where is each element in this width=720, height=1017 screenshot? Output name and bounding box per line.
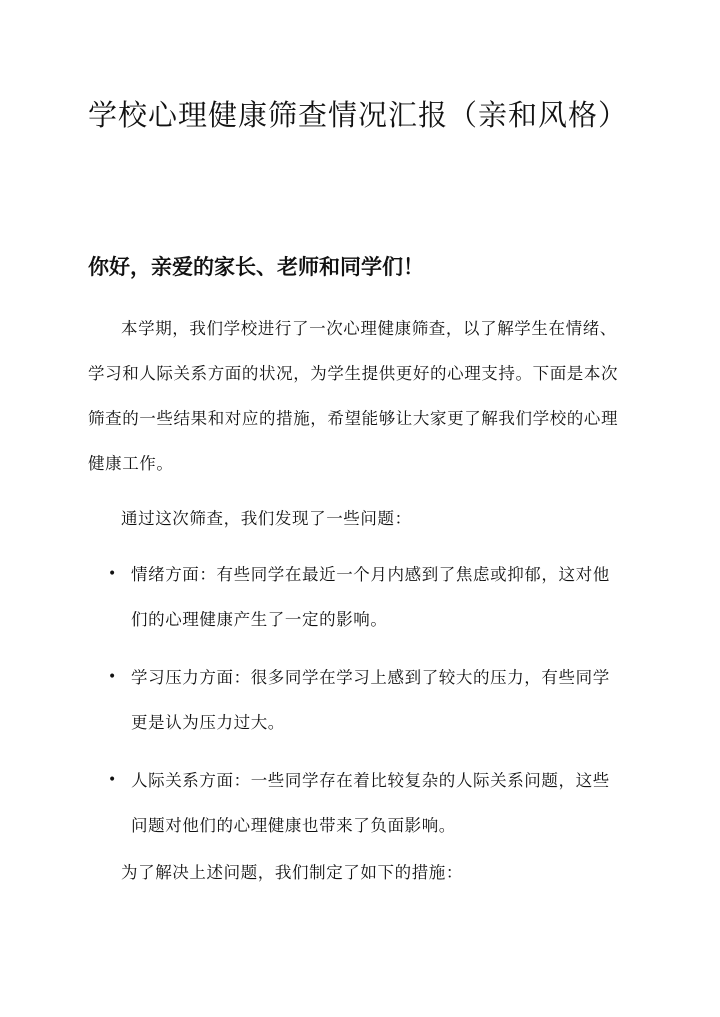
list-item <box>104 655 624 745</box>
finding-text-study-pressure: 学习压力方面：很多同学在学习上感到了较大的压力，有些同学更是认为压力过大。 <box>131 668 610 732</box>
bullet-icon: • <box>108 566 117 582</box>
intro-paragraph: 本学期，我们学校进行了一次心理健康筛查，以了解学生在情绪、学习和人际关系方面的状况，为学生提供更好的心理支持。下面是本次筛查的一些结果和对应的措施，希望能够让大家更了解我们学校的心理健康工作。 <box>88 319 619 473</box>
list-item <box>104 552 624 642</box>
document-title: 学校心理健康筛查情况汇报（亲和风格） <box>88 98 629 132</box>
finding-text-emotion: 情绪方面：有些同学在最近一个月内感到了焦虑或抑郁，这对他们的心理健康产生了一定的影响。 <box>131 565 610 629</box>
list-item <box>104 758 624 848</box>
bullet-icon: • <box>108 669 117 685</box>
bullet-icon: • <box>108 772 117 788</box>
findings-list <box>104 552 624 861</box>
finding-text-relationships: 人际关系方面：一些同学存在着比较复杂的人际关系问题，这些问题对他们的心理健康也带来了负面影响。 <box>131 771 610 835</box>
findings-intro-paragraph: 通过这次筛查，我们发现了一些问题： <box>121 509 412 528</box>
measures-intro-paragraph: 为了解决上述问题，我们制定了如下的措施： <box>121 863 463 882</box>
greeting-heading: 你好，亲爱的家长、老师和同学们！ <box>88 254 424 279</box>
